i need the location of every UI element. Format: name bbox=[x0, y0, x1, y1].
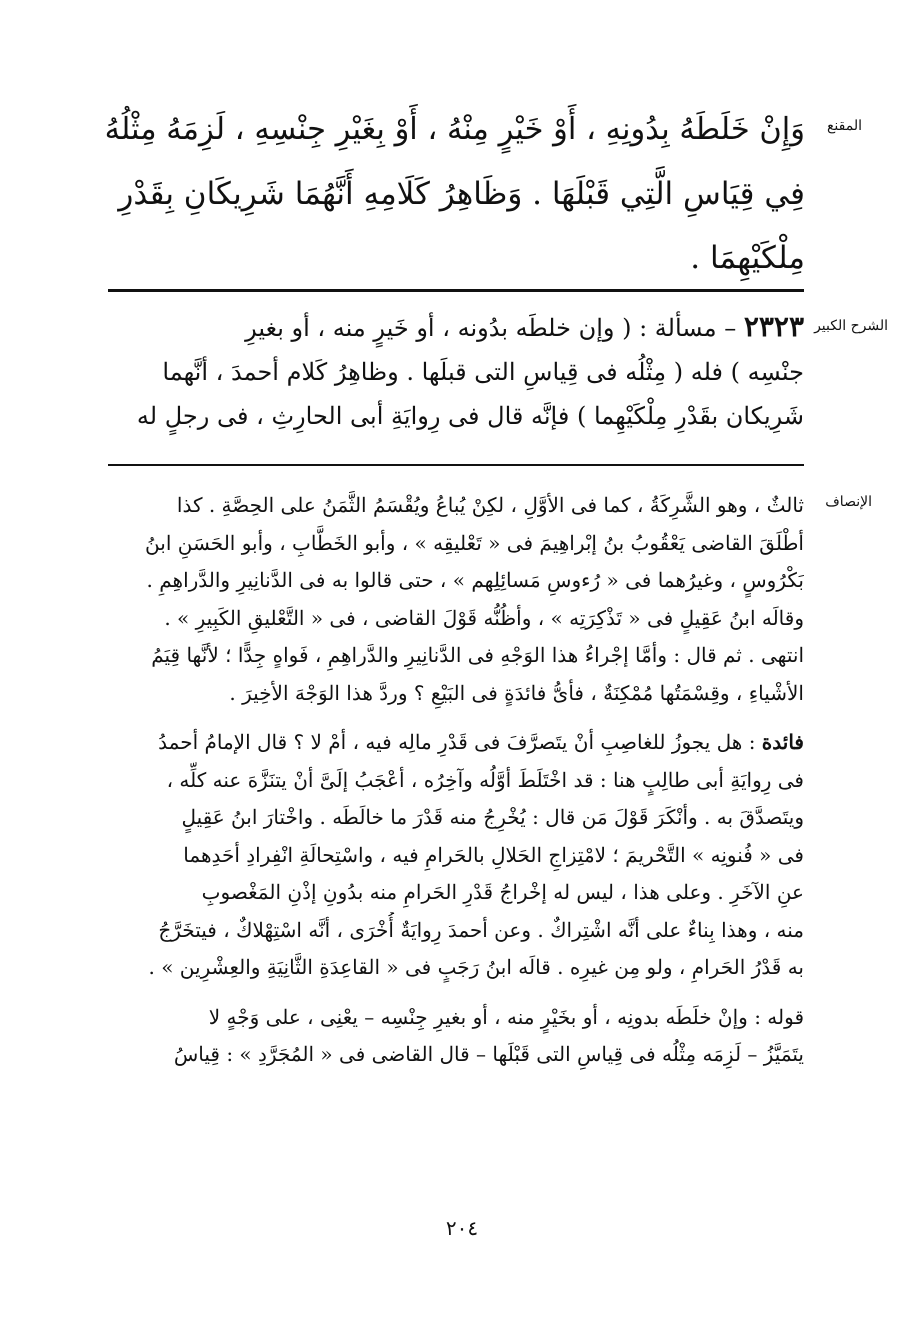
insaf-line: وقالَه ابنُ عَقِيلٍ فى « تَذْكِرَتِه » ، وأظُنُّه قَوْلَ القاضى ، فى « التَّعْليقِ الكَبِيرِ » . bbox=[164, 605, 804, 630]
muqni-text bbox=[105, 98, 805, 290]
sharh-text bbox=[108, 305, 804, 438]
paragraph-gap bbox=[108, 987, 804, 999]
issue-number: ٢٣٢٣ bbox=[743, 310, 804, 343]
divider-rule bbox=[108, 289, 804, 292]
insaf-line: به قَدْرُ الحَرامِ ، ولو مِن غيرِه . قالَه ابنُ رَجَبٍ فى « القاعِدَةِ الثَّانِيَةِ والعِشْرِين » . bbox=[148, 955, 804, 979]
muqni-line: مِلْكَيْهِمَا . bbox=[690, 240, 805, 276]
sharh-line: جنْسِه ) فله ( مِثْلُه فى قِياسِ التى قبلَها . وظاهِرُ كَلام أحمدَ ، أنَّهما bbox=[162, 358, 804, 386]
insaf-line: فى « فُنونِه » التَّحْريمَ ؛ لامْتِزاجِ الحَلالِ بالحَرامِ فيه ، واسْتِحالَةِ انْفِرادِ أحَدِهما bbox=[183, 842, 804, 867]
insaf-line: فى رِوايَةِ أبى طالِبٍ هنا : قد اخْتَلَطَ أوَّلُه وآخِرُه ، أعْجَبُ إلَىَّ أنْ يتنَزَّهَ عنه كلِّه ، bbox=[166, 767, 804, 792]
insaf-line: عنِ الآخَرِ . وعلى هذا ، ليس له إخْراجُ قَدْرِ الحَرامِ منه بدُونِ إذْنِ المَغْصوبِ bbox=[201, 880, 804, 904]
insaf-text bbox=[108, 487, 804, 1074]
sharh-line-rest: – مسألة : ( وإن خلطَه بدُونه ، أو خَيرٍ منه ، أو بغيرِ bbox=[245, 314, 737, 342]
sharh-line: شَرِيكان بقَدْرِ مِلْكَيْهِما ) فإنَّه قال فى رِوايَةِ أبى الحارِثِ ، فى رجلٍ له bbox=[136, 402, 804, 430]
insaf-line: يتَمَيَّزُ – لَزِمَه مِثْلُه فى قِياسِ التى قَبْلَها – قال القاضى فى « المُجَرَّدِ » : قِياسُ bbox=[173, 1042, 804, 1066]
insaf-line: قوله : وإنْ خلَطَه بدونِه ، أو بخَيْرٍ منه ، أو بغيرِ جِنْسِه – يعْنِى ، على وَجْهٍ لا bbox=[208, 1004, 804, 1029]
muqni-line: وَإِنْ خَلَطَهُ بِدُونِهِ ، أَوْ خَيْرٍ مِنْهُ ، أَوْ بِغَيْرِ جِنْسِهِ ، لَزِمَهُ مِثْلُهُ bbox=[105, 112, 805, 147]
insaf-line-rest: : هل يجوزُ للغاصِبِ أنْ يتَصرَّفَ فى قَدْرِ مالِه فيه ، أمْ لا ؟ قال الإمامُ أحمدُ bbox=[158, 730, 756, 754]
label-insaf: الإنصاف bbox=[825, 494, 872, 510]
insaf-line: منه ، وهذا بِناءٌ على أنَّه اشْتِراكٌ . وعن أحمدَ رِوايَةٌ أُخْرَى ، أنَّه اسْتِهْلاكٌ ، فيتخَرَّجُ bbox=[158, 917, 804, 942]
insaf-line bbox=[108, 724, 804, 762]
paragraph-gap bbox=[108, 712, 804, 724]
page-number: ٢٠٤ bbox=[445, 1216, 479, 1240]
divider-rule bbox=[108, 464, 804, 466]
muqni-line: فِي قِيَاسِ الَّتِي قَبْلَهَا . وَظَاهِرُ كَلَامِهِ أَنَّهُمَا شَرِيكَانِ بِقَدْرِ bbox=[118, 176, 805, 212]
label-muqni: المقنع bbox=[826, 118, 862, 134]
faida-heading: فائدة bbox=[761, 730, 804, 754]
insaf-line: أطْلَقَ القاضى يَعْقُوبُ بنُ إبْراهِيمَ فى « تَعْليقِه » ، وأبو الخَطَّابِ ، وأبو الحَسَنِ ابنُ bbox=[145, 530, 804, 555]
insaf-line: الأشْياءِ ، وقِسْمَتُها مُمْكِنَةٌ ، فأىُّ فائدَةٍ فى البَيْعِ ؟ وردَّ هذا الوَجْهَ الأخِيرَ . bbox=[229, 680, 804, 705]
insaf-line: بَكْرُوسٍ ، وغيرُهما فى « رُءوسِ مَسائِلِهم » ، حتى قالوا به فى الدَّنانِيرِ والدَّراهِمِ . bbox=[146, 568, 804, 592]
label-sharh: الشرح الكبير bbox=[814, 318, 888, 334]
insaf-line: انتهى . ثم قال : وأمَّا إجْراءُ هذا الوَجْهِ فى الدَّنانِيرِ والدَّراهِمِ ، فَواهٍ جِدًّا ؛ لأنَّها قِيَمُ bbox=[151, 643, 804, 667]
insaf-line: ثالثٌ ، وهو الشَّرِكَةُ ، كما فى الأوَّلِ ، لكِنْ يُباعُ ويُقْسَمُ الثَّمَنُ على الحِصَّةِ . كذا bbox=[176, 493, 804, 517]
sharh-line bbox=[108, 305, 804, 350]
insaf-line: ويتَصدَّقَ به . وأنْكَرَ قَوْلَ مَن قال : يُخْرِجُ منه قَدْرَ ما خالَطَه . واخْتارَ ابنُ عَقِيلٍ bbox=[181, 805, 804, 829]
